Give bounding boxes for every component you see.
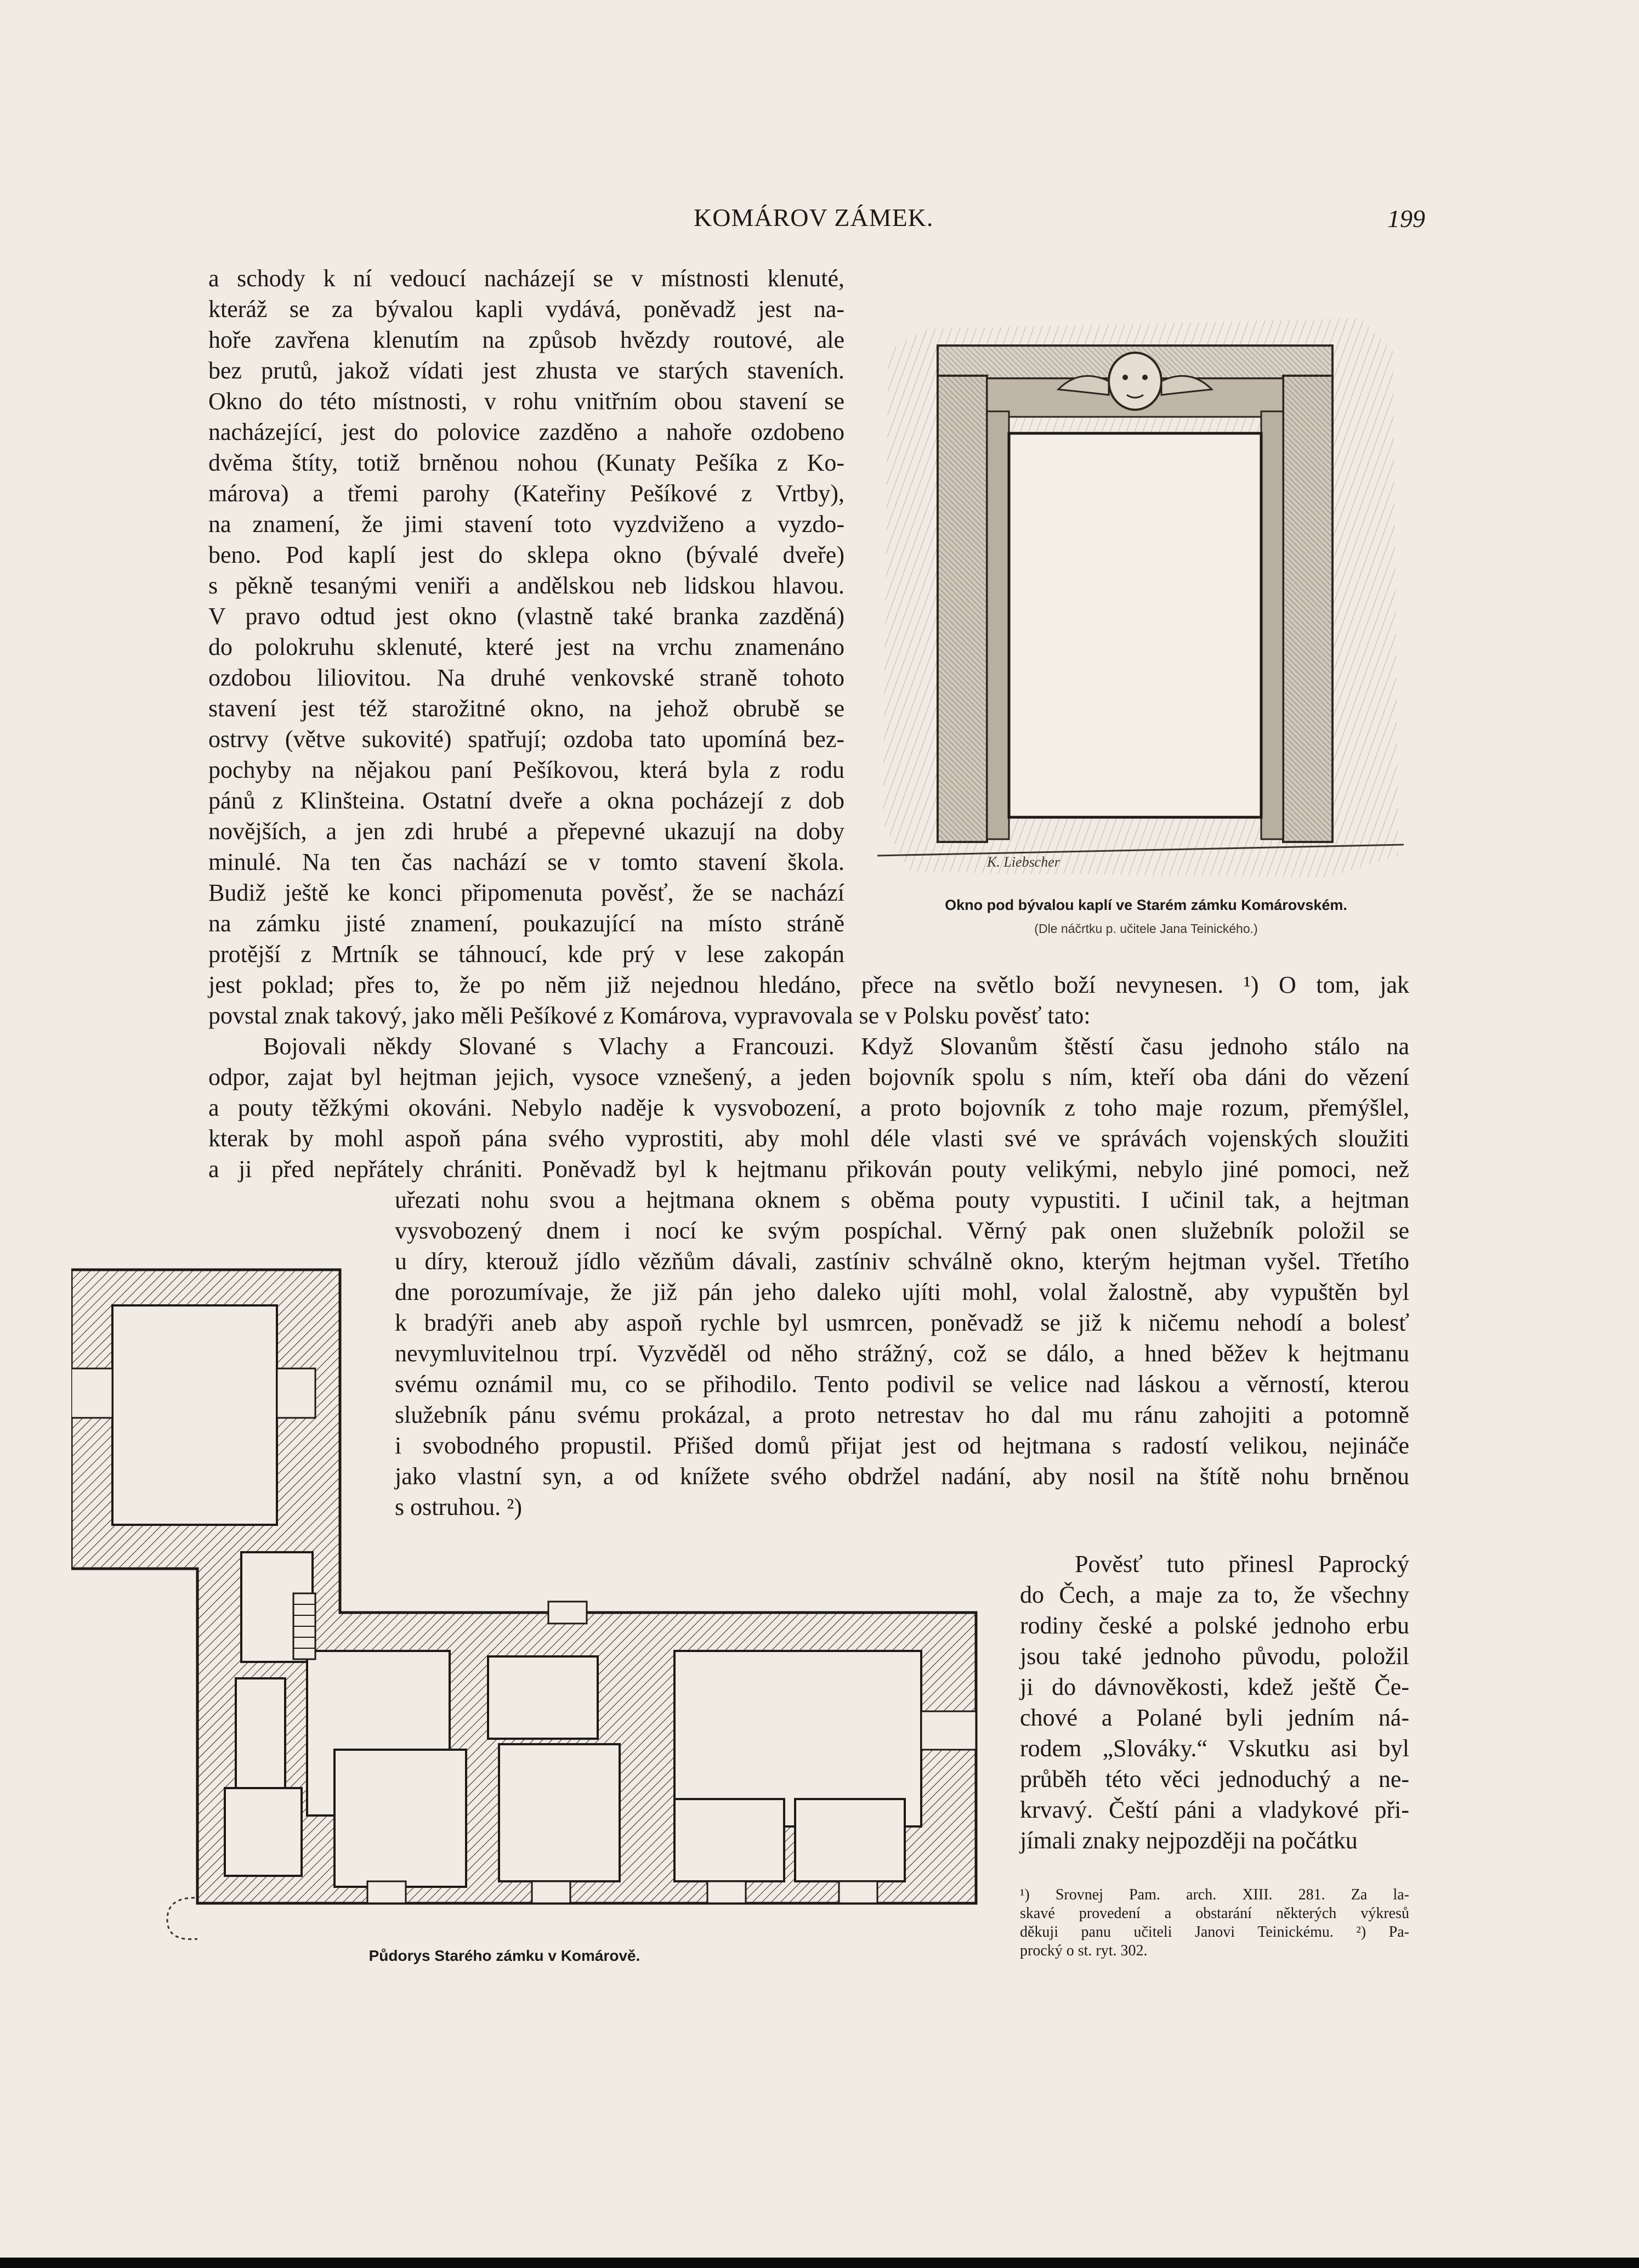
- text-line: povstal znak takový, jako měli Pešíkové z Komárova, vypravovala se v Polsku pověsť tato:: [208, 1002, 1091, 1029]
- text-line: Okno do této místnosti, v rohu vnitřním obou stavení se: [208, 388, 844, 415]
- text-line: u díry, kterouž jídlo vězňům dávali, zastíniv schválně okno, kterým hejtman vyšel. Třetího: [395, 1248, 1409, 1275]
- text-line: uřezati nohu svou a hejtmana oknem s oběma pouty vypustiti. I učinil tak, a hejtman: [395, 1186, 1409, 1213]
- text-line: rodem „Slováky.“ Vskutku asi byl: [1020, 1735, 1409, 1762]
- text-line: kterak by mohl aspoň pána svého vyprostiti, aby mohl déle vlasti své ve správách vojenských sloužiti: [208, 1125, 1409, 1152]
- room: [499, 1744, 620, 1881]
- text-line: do Čech, a maje za to, že všechny: [1020, 1581, 1409, 1608]
- text-line: vysvobozený dnem i nocí ke svým pospíchal. Věrný pak onen služebník položil se: [395, 1217, 1409, 1244]
- text-line: ozdobou liliovitou. Na druhé venkovské straně tohoto: [208, 664, 844, 691]
- text-line: s pěkně tesanými veniři a andělskou neb lidskou hlavou.: [208, 572, 844, 599]
- window-opening: [1009, 433, 1261, 817]
- footnote-line: procký o st. ryt. 302.: [1020, 1942, 1148, 1959]
- text-line: ji do dávnověkosti, kdež ještě Če-: [1020, 1673, 1409, 1700]
- text-line: na zámku jisté znamení, poukazující na místo stráně: [208, 910, 844, 937]
- text-line: na znamení, že jimi stavení toto vyzdviženo a vyzdo-: [208, 511, 844, 538]
- text-line: jímali znaky nejpozději na počátku: [1020, 1827, 1358, 1854]
- text-line: Bojovali někdy Slované s Vlachy a Francouzi. Když Slovanům štěstí času jednoho stálo na: [263, 1033, 1409, 1060]
- room: [674, 1799, 784, 1881]
- room: [334, 1750, 466, 1887]
- text-line: protější z Mrtník se táhnoucí, kde prý v lese zakopán: [208, 941, 844, 968]
- text-line: chové a Polané byli jedním ná-: [1020, 1704, 1409, 1731]
- text-line: novějších, a jen zdi hrubé a přepevné ukazují na doby: [208, 818, 844, 845]
- text-line: k bradýři aneb aby aspoň rychle byl usmrcen, poněvadž se již k ničemu nehodí a bolesť: [395, 1309, 1409, 1336]
- text-line: V pravo odtud jest okno (vlastně také branka zazděná): [208, 603, 844, 630]
- window-figure-credit: (Dle náčrtku p. učitele Jana Teinického.): [1034, 921, 1258, 936]
- text-line: dne porozumívaje, že již pán jeho daleko ujíti mohl, volal žalostně, aby vypuštěn byl: [395, 1279, 1409, 1305]
- text-line: dvěma štíty, totiž brněnou nohou (Kunaty Pešíka z Ko-: [208, 449, 844, 476]
- text-line: márova) a třemi parohy (Kateřiny Pešíkové z Vrtby),: [208, 480, 844, 507]
- text-line: pánů z Klinšteina. Ostatní dveře a okna pocházejí z dob: [208, 787, 844, 814]
- text-line: hoře zavřena klenutím na způsob hvězdy routové, ale: [208, 326, 844, 353]
- text-line: jako vlastní syn, a od knížete svého obdržel nadání, aby nosil na štítě nohu brněnou: [395, 1463, 1409, 1490]
- text-line: Pověsť tuto přinesl Paprocký: [1075, 1551, 1409, 1577]
- round-tower-outline: [167, 1898, 197, 1939]
- scan-edge: [0, 2258, 1639, 2268]
- window-figure-caption: Okno pod bývalou kaplí ve Starém zámku Komárovském.: [945, 897, 1347, 913]
- text-line: ostrvy (větve sukovité) spatřují; ozdoba tato upomíná bez-: [208, 726, 844, 753]
- text-line: s ostruhou. ²): [395, 1494, 522, 1520]
- text-line: jest poklad; přes to, že po něm již nejednou hledáno, přece na světlo boží nevynesen. ¹) O tom, jak: [208, 971, 1409, 998]
- room: [225, 1788, 302, 1876]
- text-line: a ji před nepřátely chrániti. Poněvadž byl k hejtmanu přikován pouty velikými, nebylo jiné pomoci, než: [208, 1156, 1409, 1183]
- text-line: beno. Pod kaplí jest do sklepa okno (bývalé dveře): [208, 541, 844, 568]
- footnote-line: ¹) Srovnej Pam. arch. XIII. 281. Za la-: [1020, 1886, 1409, 1903]
- text-line: bez prutů, jakož vídati jest zhusta ve starých staveních.: [208, 357, 844, 384]
- text-line: stavení jest též starožitné okno, na jehož obrubě se: [208, 695, 844, 722]
- text-line: nevymluvitelnou trpí. Vyzvěděl od něho strážný, což se dálo, a hned běžev k hejtmanu: [395, 1340, 1409, 1367]
- text-line: minulé. Na ten čas nachází se v tomto stavení škola.: [208, 849, 844, 875]
- floor-plan-caption: Půdorys Starého zámku v Komárově.: [368, 1947, 640, 1964]
- artist-signature: K. Liebscher: [987, 854, 1060, 870]
- room: [795, 1799, 905, 1881]
- text-line: krvavý. Čeští páni a vladykové při-: [1020, 1796, 1409, 1823]
- window-illustration: [877, 285, 1404, 889]
- text-line: odpor, zajat byl hejtman jejich, vysoce vznešený, a jeden bojovník spolu s ním, kteří oba dáni do vězení: [208, 1064, 1409, 1090]
- room: [488, 1656, 598, 1739]
- text-line: jsou také jednoho původu, položil: [1020, 1643, 1409, 1670]
- page-number: 199: [1387, 205, 1425, 233]
- text-line: kteráž se za bývalou kapli vydává, poněvadž jest na-: [208, 296, 844, 323]
- room: [112, 1305, 277, 1525]
- floor-plan-illustration: [71, 1262, 993, 1942]
- text-line: a schody k ní vedoucí nacházejí se v místnosti klenuté,: [208, 265, 844, 292]
- staircase: [293, 1593, 315, 1659]
- text-line: nacházející, jest do polovice zazděno a nahoře ozdobeno: [208, 418, 844, 445]
- text-line: i svobodného propustil. Přišed domů přijat jest od hejtmana s radostí velikou, nejináče: [395, 1432, 1409, 1459]
- text-line: a pouty těžkými okováni. Nebylo naděje k vysvobození, a proto bojovník z toho maje rozum, přemýšlel,: [208, 1094, 1409, 1121]
- text-line: průběh této věci jednoduchý a ne-: [1020, 1766, 1409, 1792]
- running-title: KOMÁROV ZÁMEK.: [694, 203, 934, 231]
- footnote-line: skavé provedení a obstarání některých výkresů: [1020, 1905, 1409, 1922]
- text-line: do polokruhu sklenuté, které jest na vrchu znamenáno: [208, 634, 844, 660]
- text-line: služebník pánu svému prokázal, a proto netrestav ho dal mu ránu zahojiti a potomně: [395, 1401, 1409, 1428]
- text-line: pochyby na nějakou paní Pešíkovou, která byla z rodu: [208, 756, 844, 783]
- footnote-line: děkuji panu učiteli Janovi Teinickému. ²) Pa-: [1020, 1924, 1409, 1941]
- text-line: Budiž ještě ke konci připomenuta pověsť, že se nachází: [208, 879, 844, 906]
- text-line: rodiny české a polské jednoho erbu: [1020, 1612, 1409, 1639]
- text-line: svému oznámil mu, co se přihodilo. Tento podivil se velice nad láskou a věrností, kterou: [395, 1371, 1409, 1398]
